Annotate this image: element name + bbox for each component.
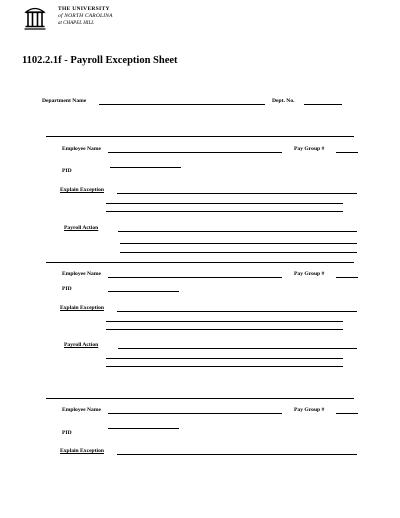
university-logo xyxy=(24,4,46,30)
employee-name-label: Employee Name xyxy=(62,271,101,277)
pay-group-label: Pay Group # xyxy=(294,146,325,152)
explain-exception-field[interactable] xyxy=(106,203,343,204)
payroll-action-field[interactable] xyxy=(120,252,357,253)
payroll-action-label: Payroll Action xyxy=(64,225,99,231)
explain-exception-field[interactable] xyxy=(117,193,357,194)
payroll-action-field[interactable] xyxy=(106,358,343,359)
explain-exception-label: Explain Exception xyxy=(60,305,104,311)
pid-label: PID xyxy=(62,286,72,292)
explain-exception-label: Explain Exception xyxy=(60,448,104,454)
university-name xyxy=(58,6,113,27)
explain-exception-label: Explain Exception xyxy=(60,187,104,193)
section-divider xyxy=(46,398,354,399)
university-line-3: at CHAPEL HILL xyxy=(58,21,95,26)
employee-name-field[interactable] xyxy=(108,152,282,153)
section-divider xyxy=(46,136,354,137)
pay-group-field[interactable] xyxy=(336,152,358,153)
form-title: 1102.2.1f - Payroll Exception Sheet xyxy=(22,55,178,66)
payroll-action-field[interactable] xyxy=(106,366,343,367)
pid-field[interactable] xyxy=(108,428,179,429)
pay-group-label: Pay Group # xyxy=(294,407,325,413)
pid-label: PID xyxy=(62,430,72,436)
pay-group-field[interactable] xyxy=(336,277,358,278)
explain-exception-field[interactable] xyxy=(117,454,357,455)
department-name-field[interactable] xyxy=(99,104,265,105)
payroll-action-field[interactable] xyxy=(120,243,357,244)
section-divider xyxy=(46,262,354,263)
pay-group-label: Pay Group # xyxy=(294,271,325,277)
old-well-icon xyxy=(24,4,46,30)
payroll-action-field[interactable] xyxy=(118,348,357,349)
employee-name-field[interactable] xyxy=(108,413,282,414)
university-line-1: THE UNIVERSITY xyxy=(58,6,110,12)
payroll-action-label: Payroll Action xyxy=(64,342,99,348)
explain-exception-field[interactable] xyxy=(117,311,357,312)
department-name-label: Department Name xyxy=(42,98,87,104)
pay-group-field[interactable] xyxy=(336,413,358,414)
explain-exception-field[interactable] xyxy=(106,321,343,322)
employee-name-label: Employee Name xyxy=(62,146,101,152)
university-line-2: of NORTH CAROLINA xyxy=(58,13,113,19)
employee-name-label: Employee Name xyxy=(62,407,101,413)
dept-no-label: Dept. No. xyxy=(272,98,295,104)
pid-label: PID xyxy=(62,168,72,174)
explain-exception-field[interactable] xyxy=(106,211,343,212)
payroll-action-field[interactable] xyxy=(118,231,357,232)
pid-field[interactable] xyxy=(108,291,179,292)
pid-field[interactable] xyxy=(110,167,181,168)
dept-no-field[interactable] xyxy=(304,104,342,105)
explain-exception-field[interactable] xyxy=(106,329,343,330)
employee-name-field[interactable] xyxy=(108,277,282,278)
